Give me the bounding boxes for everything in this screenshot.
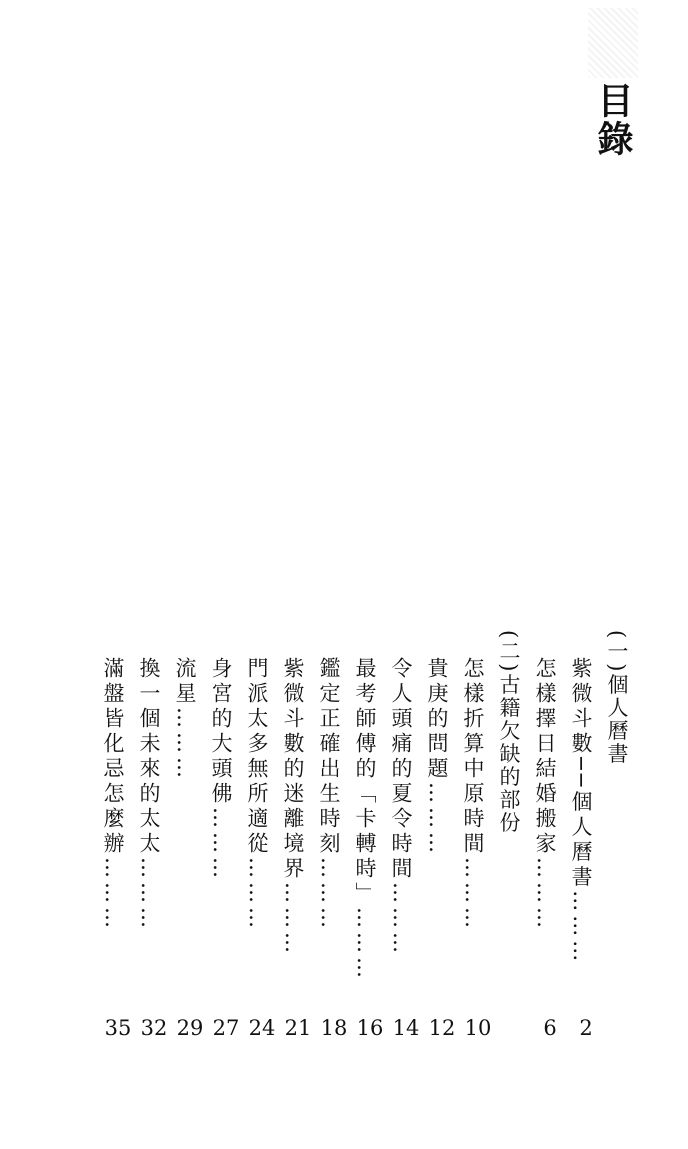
- toc-page-number: 32: [140, 1016, 168, 1040]
- toc-page-number: 27: [212, 1016, 240, 1040]
- toc-entry-text: 滿盤皆化忌怎麼辦………: [101, 657, 125, 932]
- toc-entry-text: 紫微斗數的迷離境界………: [281, 657, 305, 957]
- toc-entry-text: (一)個人曆書: [605, 630, 629, 766]
- toc-page-number: 29: [176, 1016, 204, 1040]
- toc-entry: [282, 630, 314, 1046]
- toc-entry-text: 流星………: [173, 657, 197, 782]
- toc-page-number: 12: [428, 1016, 456, 1040]
- toc-entry: [174, 630, 206, 1046]
- toc-entry: [462, 630, 494, 1046]
- toc-entry: [318, 630, 350, 1046]
- toc-page-number: 24: [248, 1016, 276, 1040]
- toc-entry: [570, 630, 602, 1046]
- toc-entry: [102, 630, 134, 1046]
- toc-page-number: 16: [356, 1016, 384, 1040]
- toc-page-number: 14: [392, 1016, 420, 1040]
- toc-entry: [390, 630, 422, 1046]
- toc-entry-text: 紫微斗數──個人曆書………: [569, 657, 593, 966]
- page-title: 目錄: [592, 82, 633, 158]
- toc-entry: [354, 630, 386, 1046]
- toc-page-number: 35: [104, 1016, 132, 1040]
- toc-entry-text: 令人頭痛的夏令時間………: [389, 657, 413, 957]
- toc-entry-text: 怎樣擇日結婚搬家………: [533, 657, 557, 932]
- toc-section: [606, 630, 638, 1046]
- toc-entry-text: 貴庚的問題………: [425, 657, 449, 857]
- toc-entry: [246, 630, 278, 1046]
- toc-page-number: 21: [284, 1016, 312, 1040]
- toc-entry-text: 換一個未來的太太………: [137, 657, 161, 932]
- toc-section: [498, 630, 530, 1046]
- toc-entry: [138, 630, 170, 1046]
- toc-page-number: 2: [579, 1016, 593, 1040]
- toc-entry-text: (二)古籍欠缺的部份: [497, 630, 521, 835]
- toc-page-number: 18: [320, 1016, 348, 1040]
- toc-entry-text: 身宮的大頭佛………: [209, 657, 233, 882]
- toc-entry-text: 最考師傅的「卡𨍭時」………: [353, 657, 377, 982]
- toc-entry: [426, 630, 458, 1046]
- toc-entry-text: 鑑定正確出生時刻………: [317, 657, 341, 932]
- toc-page-number: 10: [464, 1016, 492, 1040]
- toc-page-number: 6: [543, 1016, 557, 1040]
- toc-entry: [210, 630, 242, 1046]
- toc-entry-text: 怎樣折算中原時間………: [461, 657, 485, 932]
- toc-entry-text: 門派太多無所適從………: [245, 657, 269, 932]
- toc-entry: [534, 630, 566, 1046]
